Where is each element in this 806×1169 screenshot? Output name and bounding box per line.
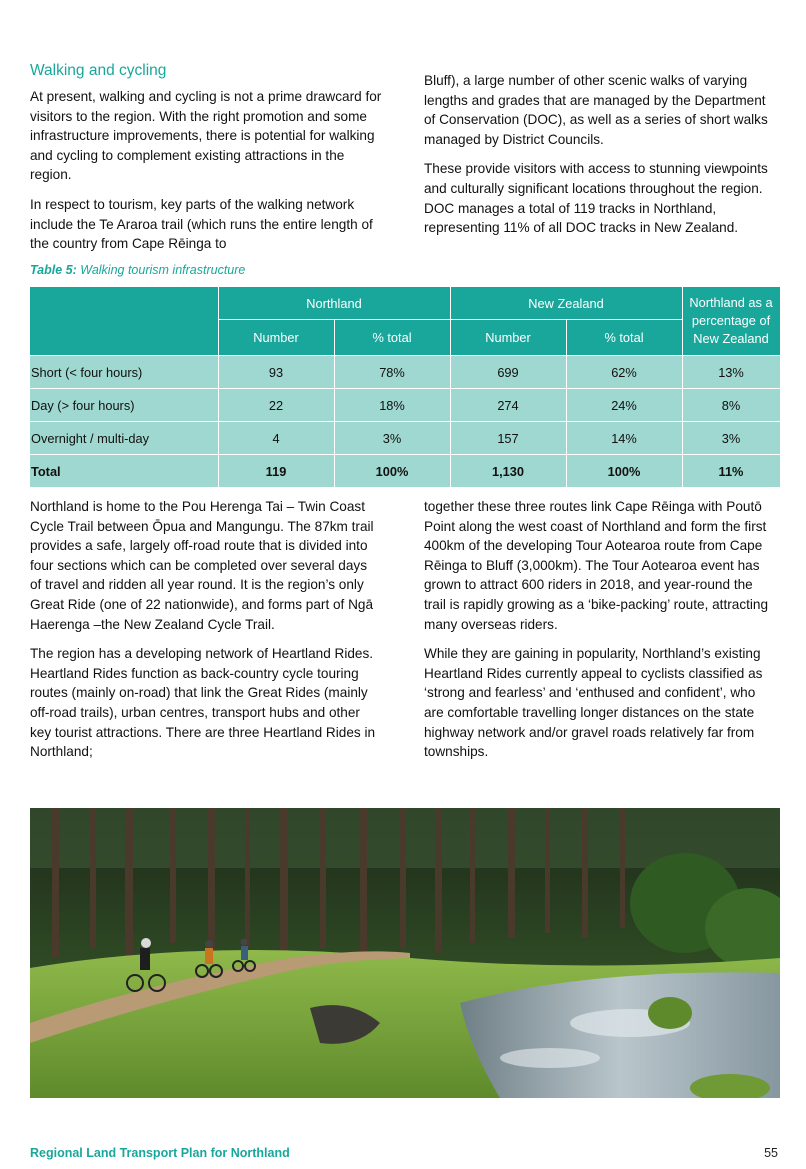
- subheader-number: Number: [450, 320, 566, 356]
- cycling-photo-illustration: [30, 808, 780, 1098]
- cell: 93: [218, 356, 334, 389]
- subheader-pct: % total: [334, 320, 450, 356]
- table-corner: [30, 287, 218, 356]
- cell: 100%: [566, 455, 682, 488]
- header-percentage: Northland as a percentage of New Zealand: [682, 287, 780, 356]
- cell: 3%: [334, 422, 450, 455]
- column-4: [424, 497, 776, 772]
- cell: 699: [450, 356, 566, 389]
- paragraph: At present, walking and cycling is not a prime drawcard for visitors to the region. With the right promotion and some infrastructure improvements, there is potential for walking and cycling to complement existing attractions in the region.: [30, 89, 382, 183]
- footer-title: Regional Land Transport Plan for Northland: [30, 1146, 290, 1160]
- column-1: [30, 61, 382, 264]
- paragraph: These provide visitors with access to stunning viewpoints and culturally significant locations throughout the region. DOC manages a total of 119 tracks in Northland, representing 11% of all DOC tracks in New Zealand.: [424, 161, 768, 236]
- table-row: [30, 356, 780, 389]
- header-new-zealand: New Zealand: [450, 287, 682, 320]
- column-2: [424, 71, 776, 248]
- table-caption-text: Walking tourism infrastructure: [76, 263, 246, 277]
- table-caption: [30, 263, 245, 277]
- section-heading: Walking and cycling: [30, 62, 167, 79]
- cell: 78%: [334, 356, 450, 389]
- table-row: [30, 422, 780, 455]
- cell: 13%: [682, 356, 780, 389]
- paragraph: While they are gaining in popularity, Northland’s existing Heartland Rides currently appeal to cyclists classified as ‘strong and fearless’ and ‘enthused and confident’, who are comfortable travelling longer distances on the state highway network and/or gravel roads relatively far from townships.: [424, 646, 763, 760]
- paragraph: Northland is home to the Pou Herenga Tai – Twin Coast Cycle Trail between Ōpua and Mangungu. The 87km trail provides a safe, largely off-road route that is divided into four sections which can be completed over several days of travel and ridden all year round. It is the region’s only Great Ride (one of 22 nationwide), and forms part of Ngā Haerenga –the New Zealand Cycle Trail.: [30, 499, 374, 632]
- row-label: Short (< four hours): [30, 356, 218, 389]
- row-label: Total: [30, 455, 218, 488]
- cell: 3%: [682, 422, 780, 455]
- cell: 22: [218, 389, 334, 422]
- cell: 100%: [334, 455, 450, 488]
- cell: 119: [218, 455, 334, 488]
- cell: 24%: [566, 389, 682, 422]
- table-caption-label: Table 5:: [30, 263, 77, 277]
- paragraph: The region has a developing network of Heartland Rides. Heartland Rides function as back-country cycle touring routes (mainly on-road) that link the Great Rides (mainly off-road trails), urban centres, transport hubs and other key tourist attractions. There are three Heartland Rides in Northland;: [30, 646, 376, 760]
- subheader-number: Number: [218, 320, 334, 356]
- page-number: 55: [764, 1146, 778, 1160]
- subheader-pct: % total: [566, 320, 682, 356]
- cell: 62%: [566, 356, 682, 389]
- table-row: [30, 389, 780, 422]
- cell: 8%: [682, 389, 780, 422]
- cell: 4: [218, 422, 334, 455]
- cell: 18%: [334, 389, 450, 422]
- header-northland: Northland: [218, 287, 450, 320]
- cell: 11%: [682, 455, 780, 488]
- row-label: Overnight / multi-day: [30, 422, 218, 455]
- cell: 274: [450, 389, 566, 422]
- table-total-row: [30, 455, 780, 488]
- paragraph: In respect to tourism, key parts of the walking network include the Te Araroa trail (which runs the entire length of the country from Cape Rēinga to: [30, 196, 373, 252]
- cycling-photo: [30, 808, 780, 1098]
- cell: 14%: [566, 422, 682, 455]
- paragraph: Bluff), a large number of other scenic walks of varying lengths and grades that are managed by the Department of Conservation (DOC), as well as a series of short walks managed by District Councils.: [424, 73, 768, 147]
- paragraph: together these three routes link Cape Rēinga with Poutō Point along the west coast of Northland and form the first 400km of the developing Tour Aotearoa route from Cape Rēinga to Bluff (3,000km). The Tour Aotearoa event has grown to attract 600 riders in 2018, and year-round the trail is rapidly growing as a ‘bike-packing’ route, attracting many overseas riders.: [424, 499, 769, 632]
- cell: 1,130: [450, 455, 566, 488]
- cell: 157: [450, 422, 566, 455]
- walking-infrastructure-table: [30, 287, 781, 487]
- row-label: Day (> four hours): [30, 389, 218, 422]
- column-3: [30, 497, 382, 772]
